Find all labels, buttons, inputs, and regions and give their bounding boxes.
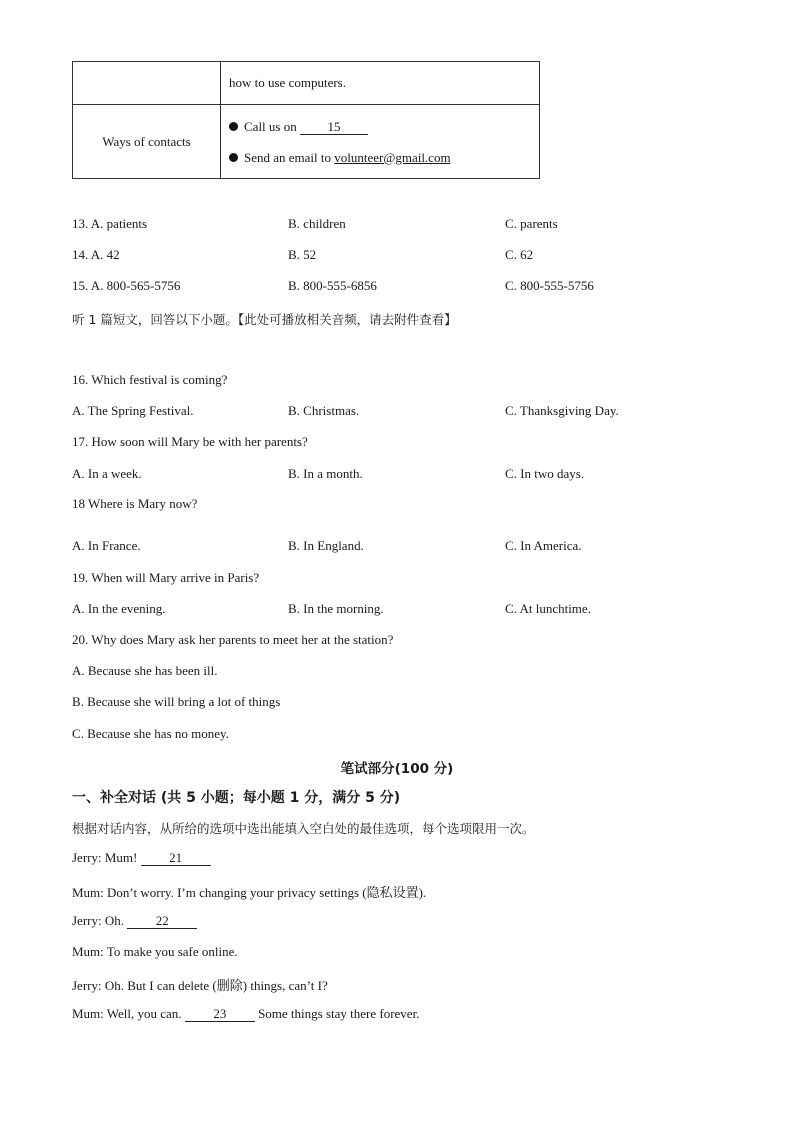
- option-15b: B. 800-555-6856: [288, 278, 377, 293]
- question-17: 17. How soon will Mary be with her parents?: [72, 434, 308, 449]
- option-19c: C. At lunchtime.: [505, 601, 591, 616]
- option-14c: C. 62: [505, 247, 534, 262]
- option-18c: C. In America.: [505, 538, 582, 553]
- table-cell-empty: [73, 62, 221, 105]
- bullet-icon: [229, 122, 238, 131]
- blank-22: 22: [127, 914, 197, 929]
- option-20a: A. Because she has been ill.: [72, 663, 218, 678]
- written-part-title: 笔试部分(100 分): [340, 761, 454, 777]
- option-20c: C. Because she has no money.: [72, 726, 229, 741]
- question-18: 18 Where is Mary now?: [72, 496, 198, 511]
- option-16c: C. Thanksgiving Day.: [505, 403, 619, 418]
- option-13c: C. parents: [505, 216, 558, 231]
- contact-email: Send an email to volunteer@gmail.com: [229, 142, 538, 173]
- option-14b: B. 52: [288, 247, 317, 262]
- blank-21: 21: [141, 851, 211, 866]
- option-19a: A. In the evening.: [72, 601, 166, 616]
- contact-info-table: [72, 61, 540, 179]
- dialogue-line-5: Jerry: Oh. But I can delete (删除) things, can’t I?: [72, 978, 328, 993]
- option-13a: 13. A. patients: [72, 216, 148, 231]
- blank-23: 23: [185, 1007, 255, 1022]
- dialogue-line-1: Jerry: Mum! 21: [72, 850, 211, 866]
- table-cell-contacts: [221, 105, 540, 179]
- table-cell-computers: how to use computers.: [221, 62, 540, 105]
- question-16: 16. Which festival is coming?: [72, 372, 228, 387]
- option-19b: B. In the morning.: [288, 601, 384, 616]
- dialogue-line-6: Mum: Well, you can. 23 Some things stay there forever.: [72, 1006, 420, 1021]
- table-cell-ways-of-contacts: Ways of contacts: [73, 105, 221, 179]
- dialogue-line-4: Mum: To make you safe online.: [72, 944, 238, 959]
- option-16b: B. Christmas.: [288, 403, 360, 418]
- dialogue-line-2: Mum: Don’t worry. I’m changing your privacy settings (隐私设置).: [72, 885, 427, 900]
- option-20b: B. Because she will bring a lot of things: [72, 694, 281, 709]
- option-18a: A. In France.: [72, 538, 141, 553]
- option-13b: B. children: [288, 216, 346, 231]
- bullet-icon: [229, 153, 238, 162]
- question-20: 20. Why does Mary ask her parents to meet her at the station?: [72, 632, 394, 647]
- option-15c: C. 800-555-5756: [505, 278, 594, 293]
- blank-15: 15: [300, 120, 368, 135]
- dialogue-line-3: Jerry: Oh. 22: [72, 913, 197, 929]
- contact-phone: Call us on 15: [229, 111, 538, 142]
- option-17a: A. In a week.: [72, 466, 142, 481]
- option-15a: 15. A. 800-565-5756: [72, 278, 181, 293]
- option-17b: B. In a month.: [288, 466, 363, 481]
- section-1-instruction: 根据对话内容，从所给的选项中选出能填入空白处的最佳选项，每个选项限用一次。: [72, 821, 535, 836]
- option-18b: B. In England.: [288, 538, 364, 553]
- option-16a: A. The Spring Festival.: [72, 403, 194, 418]
- option-14a: 14. A. 42: [72, 247, 120, 262]
- listen-instruction: 听 1 篇短文，回答以下小题。【此处可播放相关音频，请去附件查看】: [72, 312, 457, 327]
- section-1-title: 一、补全对话 (共 5 小题；每小题 1 分，满分 5 分): [72, 790, 401, 806]
- email-address: volunteer@gmail.com: [334, 149, 451, 165]
- question-19: 19. When will Mary arrive in Paris?: [72, 570, 260, 585]
- option-17c: C. In two days.: [505, 466, 585, 481]
